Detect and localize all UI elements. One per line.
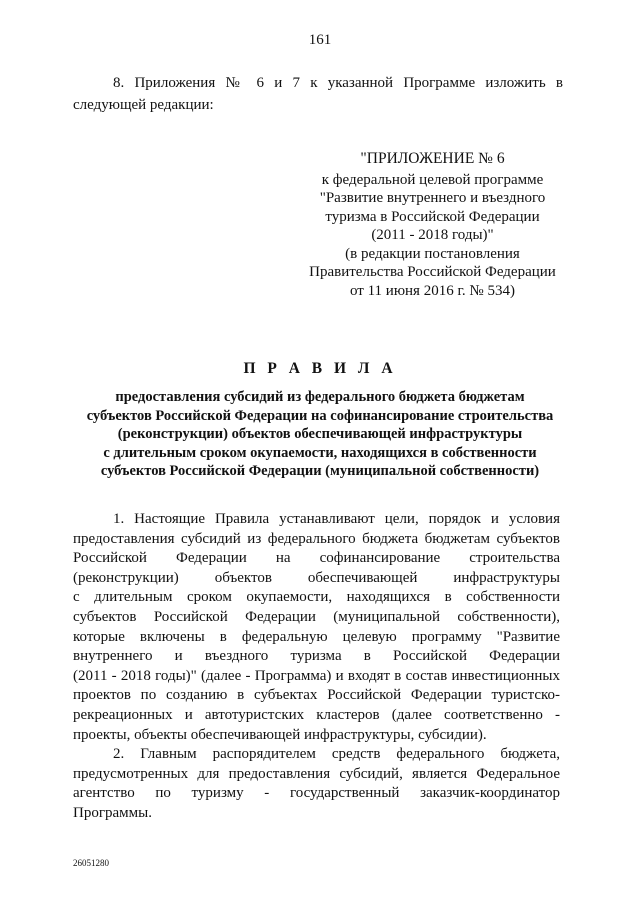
paragraph-line: Российской Федерации на софинансирование строительства (73, 550, 560, 567)
paragraph-1 (73, 510, 560, 745)
paragraph-line: проекты, объекты обеспечивающей инфраструктуры, субсидии). (73, 726, 487, 743)
subtitle-line: (реконструкции) объектов обеспечивающей инфраструктуры (117, 426, 523, 442)
appendix-header (300, 150, 565, 300)
appendix-line: (2011 - 2018 годы)" (371, 227, 494, 243)
appendix-line: (в редакции постановления (345, 245, 520, 262)
page-number: 161 (308, 32, 332, 48)
appendix-line: Правительства Российской Федерации (309, 264, 556, 280)
paragraph-line: внутреннего и въездного туризма в Российской Федерации (73, 648, 560, 665)
subtitle-line: предоставления субсидий из федерального бюджета бюджетам (115, 389, 525, 405)
paragraph-line: агентство по туризму - государственный заказчик-координатор (73, 785, 560, 802)
paragraph-line: предусмотренных для предоставления субсидий, является Федеральное (73, 765, 560, 782)
rules-subtitle (70, 388, 570, 481)
paragraph-line: которые включены в федеральную целевую программу "Развитие (73, 628, 560, 645)
paragraph-line: субъектов Российской Федерации (муниципальной собственности), (73, 608, 560, 625)
appendix-line: от 11 июня 2016 г. № 534) (350, 282, 515, 299)
intro-paragraph: 8. Приложения № 6 и 7 к указанной Программе изложить в следующей редакции: (73, 75, 563, 113)
paragraph-line: 1. Настоящие Правила устанавливают цели, порядок и условия (113, 511, 560, 527)
paragraph-line: рекреационных и автотуристских кластеров (далее соответственно - (73, 706, 560, 723)
subtitle-line: с длительным сроком окупаемости, находящихся в собственности (103, 444, 537, 461)
appendix-line: "Развитие внутреннего и въездного (319, 190, 546, 206)
paragraph-line: проектов по созданию в субъектах Российской Федерации туристско- (73, 687, 560, 704)
appendix-line: туризма в Российской Федерации (325, 208, 540, 225)
paragraph-line: (реконструкции) объектов обеспечивающей инфраструктуры (73, 569, 560, 586)
appendix-line: к федеральной целевой программе (321, 171, 544, 188)
paragraph-line: 2. Главным распорядителем средств федерального бюджета, (113, 746, 560, 762)
document-code: 26051280 (73, 858, 109, 868)
paragraph-line: (2011 - 2018 годы)" (далее - Программа) и входят в состав инвестиционных (73, 667, 560, 684)
paragraph-2 (73, 745, 560, 823)
paragraph-line: с длительным сроком окупаемости, находящихся в собственности (73, 589, 560, 606)
paragraph-line: Программы. (73, 804, 152, 821)
paragraph-line: предоставления субсидий из федерального бюджета бюджетам субъектов (73, 530, 560, 547)
subtitle-line: субъектов Российской Федерации на софинансирование строительства (86, 407, 554, 424)
appendix-title: "ПРИЛОЖЕНИЕ № 6 (360, 150, 505, 167)
rules-title: П Р А В И Л А (243, 360, 397, 377)
subtitle-line: субъектов Российской Федерации (муниципальной собственности) (100, 463, 540, 479)
